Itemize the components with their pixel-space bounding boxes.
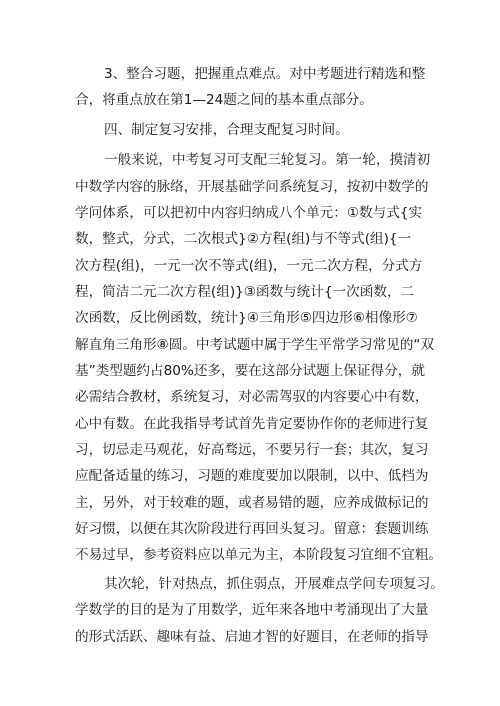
text-line: 习，切忌走马观花，好高骛远，不要另行一套；其次，复习 [75, 442, 429, 458]
section-heading: 四、制定复习安排，合理支配复习时间。 [104, 122, 349, 138]
text-line: 3、整合习题，把握重点难点。对中考题进行精选和整 [104, 66, 426, 82]
text-line: 合，将重点放在第1—24题之间的基本重点部分。 [75, 92, 373, 108]
text-line: 次方程(组)，一元一次不等式(组)，一元二次方程，分式方 [75, 258, 423, 274]
text-line: 心中有数。在此我指导考试首先肯定要协作你的老师进行复 [75, 416, 429, 432]
text-line: 解直角三角形⑧圆。中考试题中属于学生平常学习常见的“双 [75, 337, 435, 353]
text-line: 学数学的目的是为了用数学，近年来各地中考涌现出了大量 [75, 602, 429, 618]
text-line: 次函数，反比例函数，统计}④三角形⑤四边形⑥相像形⑦ [75, 310, 418, 326]
text-line: 不易过早，参考资料应以单元为主，本阶段复习宜细不宜粗。 [75, 547, 443, 563]
text-line: 程，简洁二元二次方程(组)}③函数与统计{一次函数，二 [75, 284, 415, 300]
text-line: 基”类型题约占80%还多，要在这部分试题上保证得分，就 [75, 363, 425, 379]
text-line: 应配备适量的练习，习题的难度要加以限制，以中、低档为 [75, 468, 429, 484]
text-line: 好习惯，以便在其次阶段进行再回头复习。留意：套题训练 [75, 521, 429, 537]
text-line: 一般来说，中考复习可支配三轮复习。第一轮，摸清初 [104, 152, 431, 168]
text-line: 学问体系，可以把初中内容归纳成八个单元：①数与式{实 [75, 205, 423, 221]
text-line: 主，另外，对于较难的题，或者易错的题，应养成做标记的 [75, 495, 429, 511]
text-line: 数，整式，分式，二次根式}②方程(组)与不等式(组){一 [75, 231, 412, 247]
text-line: 必需结合教材，系统复习，对必需驾驭的内容要心中有数， [75, 389, 429, 405]
text-line: 其次轮，针对热点，抓住弱点，开展难点学问专项复习。 [104, 576, 444, 592]
text-line: 中数学内容的脉络，开展基础学问系统复习，按初中数学的 [75, 179, 429, 195]
text-line: 的形式活跃、趣味有益、启迪才智的好题目，在老师的指导 [75, 629, 429, 645]
